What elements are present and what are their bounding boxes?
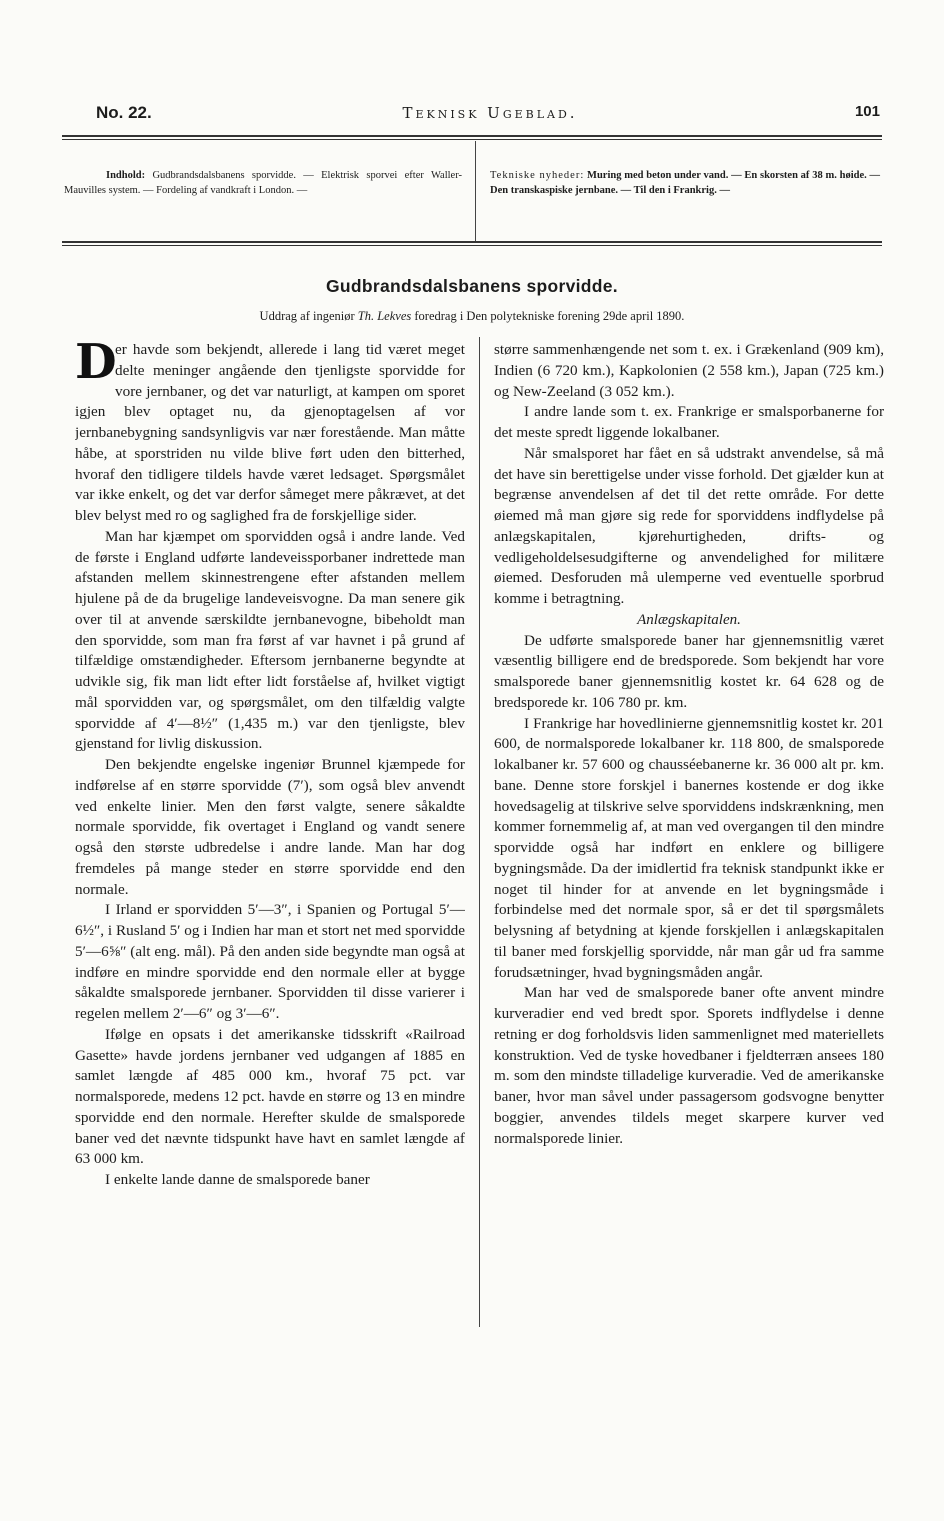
news-label: Tekniske nyheder: (490, 170, 585, 181)
column-divider (479, 337, 480, 1327)
paragraph: De udførte smalsporede baner har gjennemsnitlig været væsentlig billigere end de bredsporede. Som bekjendt har vore smalsporede baner gjennemsnitlig kostet kr. 64 628 og de bredsporede kr. 106 780 pr. km. (494, 631, 884, 711)
contents-divider (475, 141, 476, 242)
author-name: Th. Lekves (357, 309, 412, 323)
news-text: Muring med beton under vand. — En skorsten af 38 m. høide. — Den transkaspiske jernbane. — Til den i Frankrig. — (490, 170, 881, 196)
paragraph: I Irland er sporvidden 5′—3″, i Spanien og Portugal 5′—6½″, i Rusland 5′ og i Indien har man et stort net med sporvidde 5′—6⅝″ (alt eng. mål). På den anden side begyndte man også at indføre en mindre sporvidde end den normale eller at bygge såkaldte smalsporede jernbaner. Sporvidden til disse varierer i regelen mellem 2′—6″ og 3′—6″. (75, 901, 465, 1022)
left-column (75, 340, 465, 1340)
paragraph (75, 340, 465, 527)
issue-number: No. 22. (96, 103, 152, 122)
paragraph: I Frankrige har hovedlinierne gjennemsnitlig kostet kr. 201 600, de normalsporede lokalbaner kr. 118 800, de smalsporede lokalbaner kr. 57 600 og chausséebanerne kr. 36 000 alt pr. km. bane. Denne store forskjel i banernes kostende er dog ikke hovedsagelig at tilskrive selve sporviddens indskrænkning, men kommer fornemmelig af, at man ved overgangen til den mindre sporvidde også har indført en enklere og billigere bygningsmåde. Da der imidlertid fra teknisk standpunkt ikke er noget til hinder for at anvende en let bygningsmåde i forbindelse med det normale spor, så er det til spørgsmålets belysning af betydning at kjende forskjellen i anlægskapitalen til baner med forskjellig sporvidde, når man går ud fra samme forudsætninger, hvad bygningsmåden angår. (494, 714, 884, 981)
page-number: 101 (854, 103, 880, 120)
contents-rule (62, 241, 882, 243)
drop-cap: D (75, 340, 117, 390)
subtitle-pre: Uddrag af ingeniør (259, 309, 355, 323)
subtitle-post: foredrag i Den polytekniske forening 29de april 1890. (414, 309, 685, 323)
contents-right (490, 168, 880, 198)
article-title: Gudbrandsdalsbanens sporvidde. (326, 276, 618, 296)
paragraph: I andre lande som t. ex. Frankrige er smalsporbanerne for det meste spredt liggende lokalbaner. (494, 403, 884, 441)
header-rule (62, 135, 882, 137)
paragraph: Når smalsporet har fået en så udstrakt anvendelse, så må det have sin berettigelse under visse forhold. Det gjælder kun at begrænse anvendelsen af det til det rette område. For dette øiemed må man gjøre sig rede for sporviddens indflydelse på anlægskapitalen, kjørehurtigheden, drifts- og vedligeholdelsesudgifterne og anvendelighed for militære øiemed. Desforuden må ulemperne ved eventuelle sporbrud komme i betragtning. (494, 444, 884, 607)
paragraph-text: er havde som bekjendt, allerede i lang tid været meget delte meninger angående den tjenligste sporvidde for vore jernbaner, og det var naturligt, at kampen om sporet igjen blev optaget nu, da gjenoptagelsen af vor jernbanebygning sandsynligvis var nær forestående. Man måtte håbe, at sporstriden nu vilde blive ført uden den bitterhed, hvoraf den tidligere tildels havde været ledsaget. Spørgsmålet var ikke enkelt, og det var derfor såmeget mere påkrævet, at det blev belyst med ro og saglighed fra de forskjellige sider. (75, 341, 465, 524)
article-subtitle (0, 309, 944, 324)
header-rule-thin (62, 139, 882, 140)
journal-title: Teknisk Ugeblad. (402, 104, 578, 122)
right-column (494, 340, 884, 1340)
contents-label: Indhold: (106, 170, 146, 181)
contents-text: Gudbrandsdalsbanens sporvidde. — Elektrisk sporvei efter Waller-Mauvilles system. — Fordeling af vandkraft i London. — (64, 170, 462, 196)
paragraph: Den bekjendte engelske ingeniør Brunnel kjæmpede for indførelse af en større sporvidde (7′), som også blev anvendt ved enkelte linier. Men den først valgte, senere såkaldte normale sporvidde, fik overtaget i England og vandt senere også den største udbredelse i andre lande. Man har dog fremdeles på mange steder en større sporvidde end den normale. (75, 756, 465, 898)
paragraph: Ifølge en opsats i det amerikanske tidsskrift «Railroad Gasette» havde jordens jernbaner ved udgangen af 1885 en samlet længde af 485 000 km., hvoraf 75 pct. var normalsporede, medens 12 pct. havde en større og 13 en mindre sporvidde end den normale. Herefter skulde de smalsporede baner ved det nævnte tidspunkt have havt en samlet længde af 63 000 km. (75, 1025, 465, 1168)
paragraph: Man har kjæmpet om sporvidden også i andre lande. Ved de første i England udførte landeveissporbaner indrettede man afstanden mellem skinnestrengene efter afstanden mellem hjulene på de da brugelige landeveisvogne. Da man senere gik over til at anvende særskildte jernbanevogne, bibeholdt man den sporvidde, som man fra først af var havnet i på grund af tilfældige omstændigheder. Eftersom jernbanerne begyndte at udvikle sig, fik man lidt efter lidt forståelse af, hvilket vigtigt mål sporvidden var, og spørgsmålet, om den tilfældig valgte sporvidde af 4′—8½″ (1,435 m.) var den tjenligste, blev gjenstand for livlig diskussion. (75, 527, 465, 753)
section-heading: Anlægskapitalen. (637, 611, 741, 628)
paragraph: større sammenhængende net som t. ex. i Grækenland (909 km), Indien (6 720 km.), Kapkolonien (2 558 km.), Japan (725 km.) og New-Zeeland (3 052 km.). (494, 341, 884, 400)
paragraph: I enkelte lande danne de smalsporede baner (105, 1171, 370, 1188)
contents-rule-thin (62, 245, 882, 246)
contents-left (64, 168, 462, 198)
paragraph: Man har ved de smalsporede baner ofte anvent mindre kurveradier end ved bredt spor. Sporets indflydelse i denne retning er dog forholdsvis liden sammenlignet med materiellets konstruktion. Ved de tyske hovedbaner i fjeldterræn ansees 180 m. som den mindste tilladelige kurveradie. Ved de amerikanske baner, hvor man såvel under passagersom godsvogne benytter boggier, anvendes tildels meget skarpere kurver ved normalsporede linier. (494, 984, 884, 1147)
